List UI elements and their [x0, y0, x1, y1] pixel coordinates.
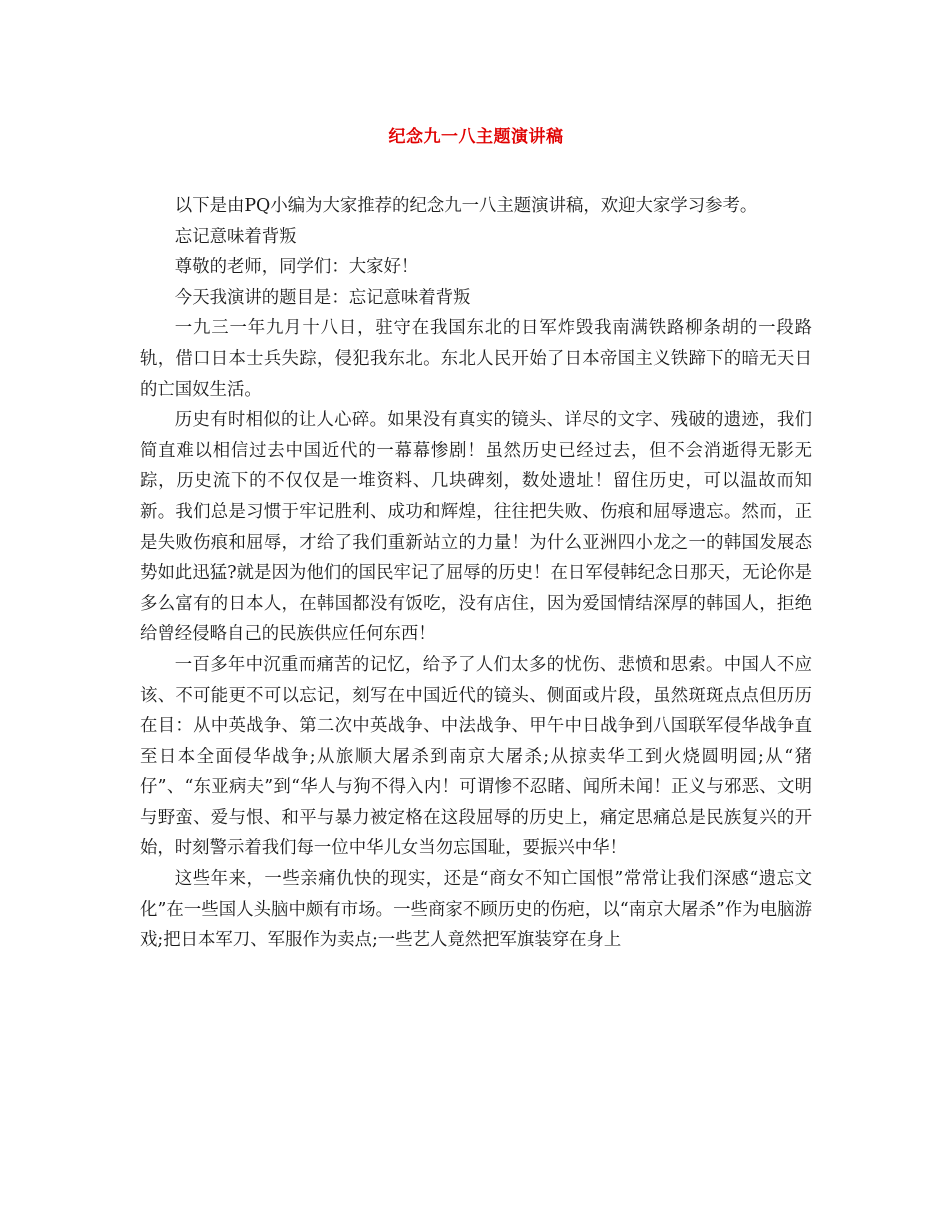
- paragraph-body: 一百多年中沉重而痛苦的记忆，给予了人们太多的忧伤、悲愤和思索。中国人不应该、不可能更不可以忘记，刻写在中国近代的镜头、侧面或片段，虽然斑斑点点但历历在目：从中英战争、第二次中英战争、中法战争、甲午中日战争到八国联军侵华战争直至日本全面侵华战争;从旅顺大屠杀到南京大屠杀;从掠卖华工到火烧圆明园;从“猪仔”、“东亚病夫”到“华人与狗不得入内！可谓惨不忍睹、闻所未闻！正义与邪恶、文明与野蛮、爱与恨、和平与暴力被定格在这段屈辱的历史上，痛定思痛总是民族复兴的开始，时刻警示着我们每一位中华儿女当勿忘国耻，要振兴中华！: [140, 654, 812, 859]
- paragraph-speech-title: 忘记意味着背叛: [174, 226, 297, 247]
- paragraph-body: 历史有时相似的让人心碎。如果没有真实的镜头、详尽的文字、残破的遗迹，我们简直难以相信过去中国近代的一幕幕惨剧！虽然历史已经过去，但不会消逝得无影无踪，历史流下的不仅仅是一堆资料、几块碑刻，数处遗址！留住历史，可以温故而知新。我们总是习惯于牢记胜利、成功和辉煌，往往把失败、伤痕和屈辱遗忘。然而，正是失败伤痕和屈辱，才给了我们重新站立的力量！为什么亚洲四小龙之一的韩国发展态势如此迅猛?就是因为他们的国民牢记了屈辱的历史！在日军侵韩纪念日那天，无论你是多么富有的日本人，在韩国都没有饭吃，没有店住，因为爱国情结深厚的韩国人，拒绝给曾经侵略自己的民族供应任何东西！: [140, 410, 812, 645]
- paragraph-intro: 以下是由PQ小编为大家推荐的纪念九一八主题演讲稿，欢迎大家学习参考。: [174, 196, 758, 216]
- document-title: 纪念九一八主题演讲稿: [388, 127, 564, 147]
- document-body: [140, 191, 812, 956]
- paragraph-body: 一九三一年九月十八日，驻守在我国东北的日军炸毁我南满铁路柳条胡的一段路轨，借口日本士兵失踪，侵犯我东北。东北人民开始了日本帝国主义铁蹄下的暗无天日的亡国奴生活。: [140, 318, 812, 400]
- paragraph-topic: 今天我演讲的题目是：忘记意味着背叛: [174, 287, 471, 308]
- paragraph-greeting: 尊敬的老师，同学们：大家好！: [174, 257, 419, 278]
- paragraph-body: 这些年来，一些亲痛仇快的现实，还是“商女不知亡国恨”常常让我们深感“遗忘文化”在一些国人头脑中颇有市场。一些商家不顾历史的伤疤，以“南京大屠杀”作为电脑游戏;把日本军刀、军服作为卖点;一些艺人竟然把军旗装穿在身上: [140, 869, 812, 951]
